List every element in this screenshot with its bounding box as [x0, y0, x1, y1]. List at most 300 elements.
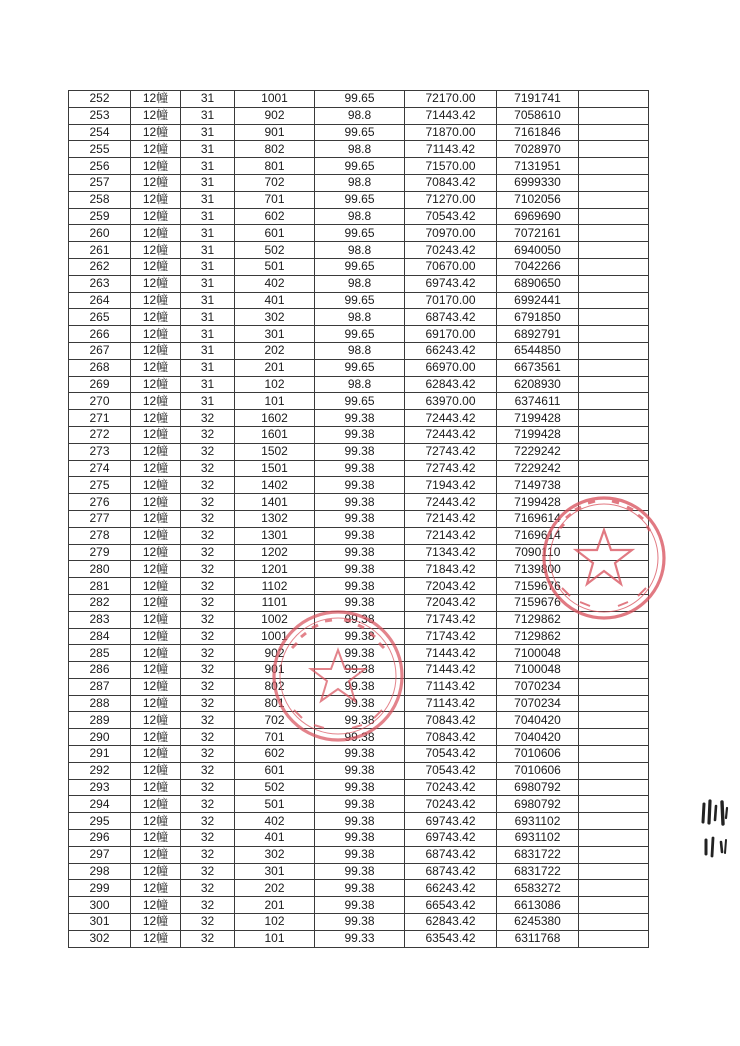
- area-cell: 98.8: [315, 376, 405, 393]
- room-number-cell: 401: [235, 292, 315, 309]
- table-row: [69, 796, 649, 813]
- table-row: [69, 678, 649, 695]
- building-cell: 12幢: [131, 695, 181, 712]
- room-number-cell: 1101: [235, 594, 315, 611]
- building-cell: 12幢: [131, 225, 181, 242]
- table-row: [69, 174, 649, 191]
- unit-cell: 31: [181, 359, 235, 376]
- remark-cell: [579, 914, 649, 931]
- room-number-cell: 1001: [235, 628, 315, 645]
- building-cell: 12幢: [131, 242, 181, 259]
- handwritten-marks-icon: [703, 801, 727, 856]
- area-cell: 99.38: [315, 695, 405, 712]
- total-price-cell: 7161846: [497, 124, 579, 141]
- remark-cell: [579, 645, 649, 662]
- unit-price-cell: 72743.42: [405, 460, 497, 477]
- unit-price-cell: 66243.42: [405, 880, 497, 897]
- table-row: [69, 292, 649, 309]
- row-number-cell: 252: [69, 91, 131, 108]
- unit-price-cell: 71343.42: [405, 544, 497, 561]
- building-cell: 12幢: [131, 830, 181, 847]
- room-number-cell: 402: [235, 813, 315, 830]
- remark-cell: [579, 107, 649, 124]
- area-cell: 99.38: [315, 477, 405, 494]
- remark-cell: [579, 191, 649, 208]
- remark-cell: [579, 510, 649, 527]
- table-row: [69, 191, 649, 208]
- row-number-cell: 278: [69, 527, 131, 544]
- room-number-cell: 802: [235, 141, 315, 158]
- building-cell: 12幢: [131, 124, 181, 141]
- remark-cell: [579, 309, 649, 326]
- unit-price-cell: 69743.42: [405, 275, 497, 292]
- remark-cell: [579, 410, 649, 427]
- unit-cell: 31: [181, 158, 235, 175]
- area-cell: 99.38: [315, 779, 405, 796]
- table-row: [69, 578, 649, 595]
- table-row: [69, 662, 649, 679]
- room-number-cell: 802: [235, 678, 315, 695]
- row-number-cell: 289: [69, 712, 131, 729]
- table-row: [69, 880, 649, 897]
- total-price-cell: 7040420: [497, 712, 579, 729]
- area-cell: 99.38: [315, 813, 405, 830]
- table-row: [69, 897, 649, 914]
- table-row: [69, 342, 649, 359]
- row-number-cell: 274: [69, 460, 131, 477]
- unit-price-cell: 71443.42: [405, 107, 497, 124]
- unit-cell: 32: [181, 645, 235, 662]
- remark-cell: [579, 611, 649, 628]
- unit-price-cell: 72043.42: [405, 594, 497, 611]
- building-cell: 12幢: [131, 494, 181, 511]
- table-row: [69, 376, 649, 393]
- room-number-cell: 902: [235, 107, 315, 124]
- unit-cell: 32: [181, 628, 235, 645]
- row-number-cell: 257: [69, 174, 131, 191]
- unit-cell: 32: [181, 426, 235, 443]
- building-cell: 12幢: [131, 880, 181, 897]
- table-row: [69, 628, 649, 645]
- total-price-cell: 6245380: [497, 914, 579, 931]
- row-number-cell: 269: [69, 376, 131, 393]
- row-number-cell: 254: [69, 124, 131, 141]
- unit-price-cell: 70243.42: [405, 796, 497, 813]
- total-price-cell: 7159676: [497, 578, 579, 595]
- price-table-body: [69, 91, 649, 948]
- building-cell: 12幢: [131, 796, 181, 813]
- row-number-cell: 302: [69, 930, 131, 947]
- unit-price-cell: 70970.00: [405, 225, 497, 242]
- total-price-cell: 6999330: [497, 174, 579, 191]
- row-number-cell: 298: [69, 863, 131, 880]
- row-number-cell: 284: [69, 628, 131, 645]
- area-cell: 99.38: [315, 527, 405, 544]
- area-cell: 99.38: [315, 796, 405, 813]
- remark-cell: [579, 578, 649, 595]
- area-cell: 99.65: [315, 326, 405, 343]
- remark-cell: [579, 746, 649, 763]
- room-number-cell: 501: [235, 258, 315, 275]
- row-number-cell: 290: [69, 729, 131, 746]
- room-number-cell: 101: [235, 393, 315, 410]
- unit-cell: 31: [181, 174, 235, 191]
- room-number-cell: 701: [235, 729, 315, 746]
- area-cell: 99.38: [315, 494, 405, 511]
- unit-cell: 31: [181, 292, 235, 309]
- row-number-cell: 296: [69, 830, 131, 847]
- remark-cell: [579, 258, 649, 275]
- room-number-cell: 801: [235, 158, 315, 175]
- unit-cell: 32: [181, 695, 235, 712]
- table-row: [69, 611, 649, 628]
- total-price-cell: 6208930: [497, 376, 579, 393]
- area-cell: 98.8: [315, 275, 405, 292]
- row-number-cell: 268: [69, 359, 131, 376]
- row-number-cell: 293: [69, 779, 131, 796]
- table-row: [69, 309, 649, 326]
- remark-cell: [579, 494, 649, 511]
- unit-price-cell: 69170.00: [405, 326, 497, 343]
- row-number-cell: 285: [69, 645, 131, 662]
- unit-cell: 32: [181, 662, 235, 679]
- unit-cell: 31: [181, 342, 235, 359]
- area-cell: 99.38: [315, 594, 405, 611]
- area-cell: 99.38: [315, 544, 405, 561]
- room-number-cell: 702: [235, 174, 315, 191]
- unit-price-cell: 72743.42: [405, 443, 497, 460]
- row-number-cell: 261: [69, 242, 131, 259]
- remark-cell: [579, 393, 649, 410]
- remark-cell: [579, 326, 649, 343]
- room-number-cell: 401: [235, 830, 315, 847]
- unit-cell: 32: [181, 914, 235, 931]
- row-number-cell: 283: [69, 611, 131, 628]
- building-cell: 12幢: [131, 746, 181, 763]
- area-cell: 99.38: [315, 914, 405, 931]
- unit-cell: 32: [181, 527, 235, 544]
- total-price-cell: 7149738: [497, 477, 579, 494]
- total-price-cell: 6673561: [497, 359, 579, 376]
- building-cell: 12幢: [131, 762, 181, 779]
- area-cell: 99.38: [315, 746, 405, 763]
- remark-cell: [579, 678, 649, 695]
- remark-cell: [579, 342, 649, 359]
- unit-cell: 31: [181, 225, 235, 242]
- unit-price-cell: 72170.00: [405, 91, 497, 108]
- remark-cell: [579, 477, 649, 494]
- table-row: [69, 863, 649, 880]
- table-row: [69, 594, 649, 611]
- row-number-cell: 287: [69, 678, 131, 695]
- table-row: [69, 510, 649, 527]
- area-cell: 99.38: [315, 662, 405, 679]
- building-cell: 12幢: [131, 561, 181, 578]
- row-number-cell: 266: [69, 326, 131, 343]
- unit-price-cell: 71143.42: [405, 695, 497, 712]
- remark-cell: [579, 662, 649, 679]
- unit-cell: 31: [181, 258, 235, 275]
- remark-cell: [579, 628, 649, 645]
- unit-price-cell: 70543.42: [405, 208, 497, 225]
- total-price-cell: 6931102: [497, 830, 579, 847]
- unit-price-cell: 71143.42: [405, 141, 497, 158]
- area-cell: 99.38: [315, 561, 405, 578]
- area-cell: 99.38: [315, 729, 405, 746]
- unit-price-cell: 72143.42: [405, 527, 497, 544]
- unit-price-cell: 70843.42: [405, 174, 497, 191]
- row-number-cell: 300: [69, 897, 131, 914]
- unit-price-cell: 66543.42: [405, 897, 497, 914]
- room-number-cell: 901: [235, 662, 315, 679]
- row-number-cell: 281: [69, 578, 131, 595]
- remark-cell: [579, 729, 649, 746]
- unit-price-cell: 71870.00: [405, 124, 497, 141]
- unit-price-cell: 71843.42: [405, 561, 497, 578]
- remark-cell: [579, 880, 649, 897]
- unit-price-cell: 70543.42: [405, 762, 497, 779]
- total-price-cell: 6544850: [497, 342, 579, 359]
- table-row: [69, 477, 649, 494]
- unit-price-cell: 71443.42: [405, 645, 497, 662]
- area-cell: 99.38: [315, 645, 405, 662]
- table-row: [69, 141, 649, 158]
- remark-cell: [579, 796, 649, 813]
- row-number-cell: 295: [69, 813, 131, 830]
- table-row: [69, 779, 649, 796]
- room-number-cell: 1102: [235, 578, 315, 595]
- unit-price-cell: 63970.00: [405, 393, 497, 410]
- total-price-cell: 6831722: [497, 863, 579, 880]
- room-number-cell: 202: [235, 342, 315, 359]
- total-price-cell: 6980792: [497, 796, 579, 813]
- row-number-cell: 279: [69, 544, 131, 561]
- building-cell: 12幢: [131, 208, 181, 225]
- total-price-cell: 6892791: [497, 326, 579, 343]
- room-number-cell: 701: [235, 191, 315, 208]
- total-price-cell: 7042266: [497, 258, 579, 275]
- building-cell: 12幢: [131, 712, 181, 729]
- row-number-cell: 271: [69, 410, 131, 427]
- building-cell: 12幢: [131, 275, 181, 292]
- table-row: [69, 712, 649, 729]
- area-cell: 99.65: [315, 359, 405, 376]
- room-number-cell: 101: [235, 930, 315, 947]
- building-cell: 12幢: [131, 426, 181, 443]
- building-cell: 12幢: [131, 678, 181, 695]
- remark-cell: [579, 275, 649, 292]
- unit-price-cell: 70243.42: [405, 242, 497, 259]
- room-number-cell: 601: [235, 225, 315, 242]
- remark-cell: [579, 91, 649, 108]
- remark-cell: [579, 443, 649, 460]
- row-number-cell: 258: [69, 191, 131, 208]
- table-row: [69, 762, 649, 779]
- area-cell: 98.8: [315, 242, 405, 259]
- row-number-cell: 267: [69, 342, 131, 359]
- unit-price-cell: 69743.42: [405, 830, 497, 847]
- total-price-cell: 6931102: [497, 813, 579, 830]
- unit-price-cell: 62843.42: [405, 914, 497, 931]
- row-number-cell: 286: [69, 662, 131, 679]
- unit-price-cell: 70543.42: [405, 746, 497, 763]
- remark-cell: [579, 426, 649, 443]
- unit-price-cell: 71570.00: [405, 158, 497, 175]
- unit-cell: 31: [181, 275, 235, 292]
- area-cell: 99.38: [315, 611, 405, 628]
- unit-cell: 31: [181, 124, 235, 141]
- total-price-cell: 7159676: [497, 594, 579, 611]
- room-number-cell: 302: [235, 846, 315, 863]
- remark-cell: [579, 158, 649, 175]
- area-cell: 99.65: [315, 258, 405, 275]
- remark-cell: [579, 544, 649, 561]
- remark-cell: [579, 930, 649, 947]
- total-price-cell: 7100048: [497, 645, 579, 662]
- building-cell: 12幢: [131, 326, 181, 343]
- unit-price-cell: 72143.42: [405, 510, 497, 527]
- row-number-cell: 288: [69, 695, 131, 712]
- unit-cell: 32: [181, 410, 235, 427]
- room-number-cell: 1302: [235, 510, 315, 527]
- table-row: [69, 830, 649, 847]
- building-cell: 12幢: [131, 662, 181, 679]
- area-cell: 99.65: [315, 292, 405, 309]
- room-number-cell: 1002: [235, 611, 315, 628]
- unit-cell: 32: [181, 494, 235, 511]
- remark-cell: [579, 897, 649, 914]
- table-row: [69, 729, 649, 746]
- total-price-cell: 6980792: [497, 779, 579, 796]
- unit-price-cell: 70670.00: [405, 258, 497, 275]
- area-cell: 99.65: [315, 158, 405, 175]
- room-number-cell: 502: [235, 779, 315, 796]
- building-cell: 12幢: [131, 191, 181, 208]
- table-row: [69, 544, 649, 561]
- unit-price-cell: 63543.42: [405, 930, 497, 947]
- table-row: [69, 914, 649, 931]
- unit-cell: 32: [181, 897, 235, 914]
- building-cell: 12幢: [131, 174, 181, 191]
- row-number-cell: 291: [69, 746, 131, 763]
- building-cell: 12幢: [131, 460, 181, 477]
- building-cell: 12幢: [131, 930, 181, 947]
- remark-cell: [579, 527, 649, 544]
- unit-price-cell: 71943.42: [405, 477, 497, 494]
- room-number-cell: 501: [235, 796, 315, 813]
- area-cell: 99.38: [315, 863, 405, 880]
- total-price-cell: 6969690: [497, 208, 579, 225]
- remark-cell: [579, 779, 649, 796]
- total-price-cell: 7070234: [497, 695, 579, 712]
- unit-price-cell: 70843.42: [405, 712, 497, 729]
- table-row: [69, 326, 649, 343]
- unit-cell: 31: [181, 91, 235, 108]
- area-cell: 99.38: [315, 897, 405, 914]
- remark-cell: [579, 813, 649, 830]
- unit-price-cell: 72043.42: [405, 578, 497, 595]
- building-cell: 12幢: [131, 292, 181, 309]
- unit-price-cell: 70170.00: [405, 292, 497, 309]
- building-cell: 12幢: [131, 863, 181, 880]
- remark-cell: [579, 846, 649, 863]
- total-price-cell: 7131951: [497, 158, 579, 175]
- room-number-cell: 801: [235, 695, 315, 712]
- table-row: [69, 460, 649, 477]
- total-price-cell: 6311768: [497, 930, 579, 947]
- remark-cell: [579, 174, 649, 191]
- unit-cell: 32: [181, 746, 235, 763]
- remark-cell: [579, 695, 649, 712]
- room-number-cell: 301: [235, 326, 315, 343]
- area-cell: 99.38: [315, 460, 405, 477]
- room-number-cell: 602: [235, 746, 315, 763]
- row-number-cell: 272: [69, 426, 131, 443]
- table-row: [69, 124, 649, 141]
- total-price-cell: 7199428: [497, 410, 579, 427]
- table-row: [69, 410, 649, 427]
- row-number-cell: 301: [69, 914, 131, 931]
- room-number-cell: 1501: [235, 460, 315, 477]
- building-cell: 12幢: [131, 443, 181, 460]
- building-cell: 12幢: [131, 309, 181, 326]
- area-cell: 98.8: [315, 309, 405, 326]
- row-number-cell: 294: [69, 796, 131, 813]
- building-cell: 12幢: [131, 729, 181, 746]
- remark-cell: [579, 561, 649, 578]
- remark-cell: [579, 225, 649, 242]
- table-row: [69, 426, 649, 443]
- area-cell: 99.38: [315, 443, 405, 460]
- total-price-cell: 7010606: [497, 762, 579, 779]
- unit-cell: 32: [181, 712, 235, 729]
- building-cell: 12幢: [131, 342, 181, 359]
- area-cell: 98.8: [315, 174, 405, 191]
- unit-cell: 32: [181, 796, 235, 813]
- row-number-cell: 273: [69, 443, 131, 460]
- table-row: [69, 695, 649, 712]
- row-number-cell: 276: [69, 494, 131, 511]
- row-number-cell: 259: [69, 208, 131, 225]
- total-price-cell: 7199428: [497, 426, 579, 443]
- building-cell: 12幢: [131, 410, 181, 427]
- area-cell: 99.65: [315, 91, 405, 108]
- unit-price-cell: 71443.42: [405, 662, 497, 679]
- unit-price-cell: 71270.00: [405, 191, 497, 208]
- row-number-cell: 264: [69, 292, 131, 309]
- table-row: [69, 107, 649, 124]
- row-number-cell: 275: [69, 477, 131, 494]
- table-row: [69, 527, 649, 544]
- total-price-cell: 7100048: [497, 662, 579, 679]
- area-cell: 99.38: [315, 830, 405, 847]
- unit-cell: 32: [181, 729, 235, 746]
- room-number-cell: 1201: [235, 561, 315, 578]
- area-cell: 98.8: [315, 342, 405, 359]
- room-number-cell: 1402: [235, 477, 315, 494]
- unit-price-cell: 72443.42: [405, 410, 497, 427]
- table-row: [69, 258, 649, 275]
- area-cell: 99.38: [315, 426, 405, 443]
- total-price-cell: 7058610: [497, 107, 579, 124]
- remark-cell: [579, 762, 649, 779]
- unit-cell: 31: [181, 107, 235, 124]
- remark-cell: [579, 712, 649, 729]
- unit-cell: 31: [181, 191, 235, 208]
- room-number-cell: 902: [235, 645, 315, 662]
- total-price-cell: 7139800: [497, 561, 579, 578]
- table-row: [69, 443, 649, 460]
